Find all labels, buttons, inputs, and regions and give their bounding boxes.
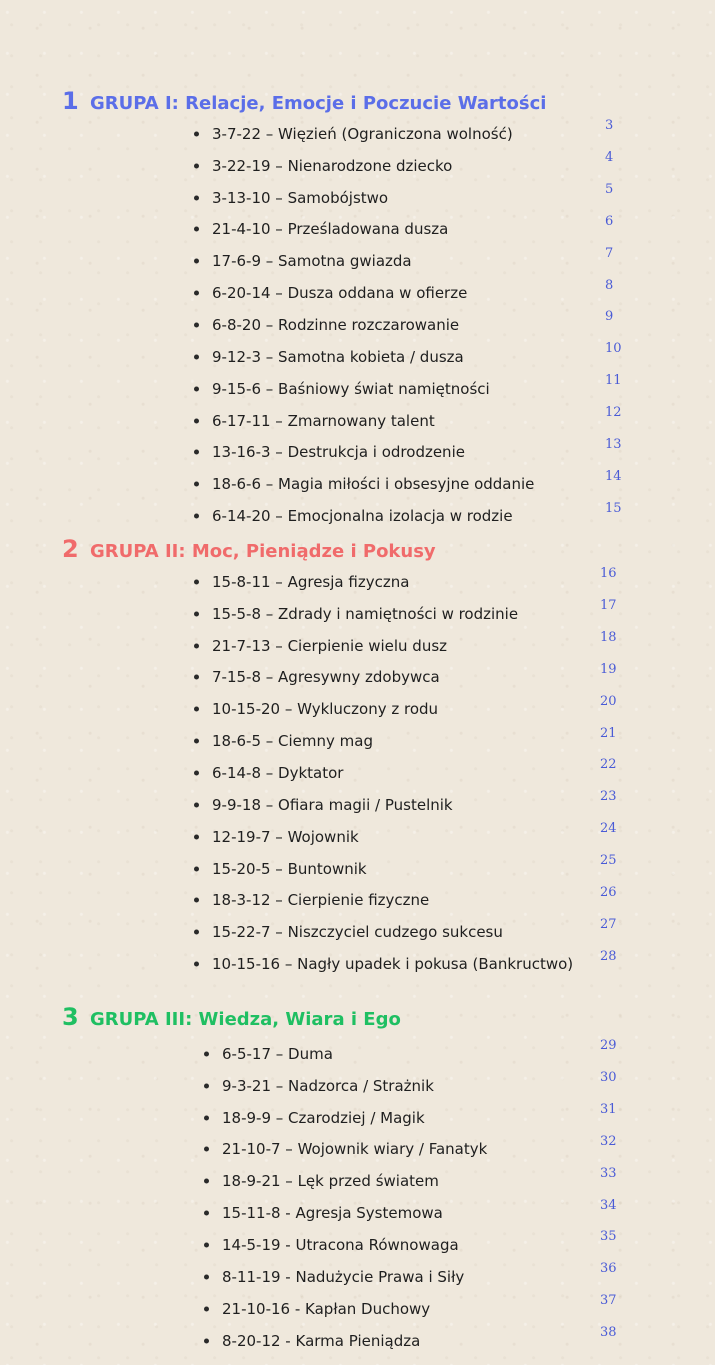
toc-entry[interactable] (212, 948, 617, 980)
toc-entry[interactable] (212, 725, 617, 757)
page-number: 33 (600, 1165, 617, 1181)
toc-entry[interactable] (222, 1070, 617, 1102)
entry-title: 6-17-11 – Zmarnowany talent (212, 411, 435, 430)
bullet-icon (194, 386, 199, 391)
toc-entry[interactable] (212, 821, 617, 853)
page-number: 19 (600, 661, 617, 677)
bullet-icon (204, 1338, 209, 1343)
entry-title: 21-4-10 – Prześladowana dusza (212, 220, 449, 239)
entry-title: 21-10-16 - Kapłan Duchowy (222, 1299, 431, 1318)
bullet-icon (204, 1147, 209, 1152)
bullet-icon (194, 514, 199, 519)
entry-title: 6-20-14 – Dusza oddana w ofierze (212, 284, 468, 303)
group-title: GRUPA I: Relacje, Emocje i Poczucie Wartości (90, 93, 547, 114)
toc-entry[interactable] (212, 916, 617, 948)
bullet-icon (194, 930, 199, 935)
toc-entry[interactable] (212, 150, 614, 182)
page-number: 32 (600, 1133, 617, 1149)
group-title: GRUPA II: Moc, Pieniądze i Pokusy (90, 541, 436, 562)
page-number: 20 (600, 693, 617, 709)
entry-title: 10-15-16 – Nagły upadek i pokusa (Bankructwo) (212, 955, 574, 974)
bullet-icon (194, 579, 199, 584)
toc-entry[interactable] (222, 1197, 617, 1229)
bullet-icon (194, 770, 199, 775)
page-number: 37 (600, 1293, 617, 1309)
toc-entry[interactable] (212, 468, 622, 500)
group-1-header (62, 87, 546, 115)
page-number: 10 (605, 341, 622, 357)
group-3-list (222, 1038, 617, 1356)
bullet-icon (194, 163, 199, 168)
entry-title: 8-20-12 - Karma Pieniądza (222, 1331, 421, 1350)
toc-entry[interactable] (212, 789, 617, 821)
bullet-icon (194, 802, 199, 807)
bullet-icon (194, 291, 199, 296)
bullet-icon (194, 450, 199, 455)
page-number: 35 (600, 1229, 617, 1245)
entry-title: 3-13-10 – Samobójstwo (212, 188, 389, 207)
entry-title: 3-7-22 – Więzień (Ograniczona wolność) (212, 124, 513, 143)
bullet-icon (194, 611, 199, 616)
toc-entry[interactable] (212, 757, 617, 789)
page-number: 16 (600, 566, 617, 582)
entry-title: 6-14-20 – Emocjonalna izolacja w rodzie (212, 507, 513, 526)
page-number: 5 (605, 182, 614, 198)
toc-entry[interactable] (212, 853, 617, 885)
toc-entry[interactable] (212, 118, 614, 150)
toc-entry[interactable] (222, 1261, 617, 1293)
page-number: 12 (605, 405, 622, 421)
entry-title: 18-9-9 – Czarodziej / Magik (222, 1108, 425, 1127)
group-2-list (212, 566, 617, 980)
entry-title: 13-16-3 – Destrukcja i odrodzenie (212, 443, 465, 462)
entry-title: 15-5-8 – Zdrady i namiętności w rodzinie (212, 604, 519, 623)
entry-title: 15-11-8 - Agresja Systemowa (222, 1204, 443, 1223)
bullet-icon (194, 643, 199, 648)
page-number: 24 (600, 821, 617, 837)
toc-entry[interactable] (212, 500, 622, 532)
toc-entry[interactable] (222, 1293, 617, 1325)
entry-title: 14-5-19 - Utracona Równowaga (222, 1235, 459, 1254)
bullet-icon (204, 1083, 209, 1088)
toc-entry[interactable] (212, 341, 622, 373)
bullet-icon (204, 1051, 209, 1056)
page-number: 26 (600, 884, 617, 900)
bullet-icon (204, 1242, 209, 1247)
page-number: 25 (600, 853, 617, 869)
page-number: 7 (605, 245, 614, 261)
page-number: 17 (600, 598, 617, 614)
page-number: 23 (600, 789, 617, 805)
toc-entry[interactable] (222, 1133, 617, 1166)
toc-entry[interactable] (222, 1102, 617, 1134)
bullet-icon (204, 1179, 209, 1184)
group-number: 3 (62, 1003, 79, 1031)
entry-title: 9-9-18 – Ofiara magii / Pustelnik (212, 795, 453, 814)
bullet-icon (194, 675, 199, 680)
group-2-header (62, 535, 436, 563)
bullet-icon (204, 1306, 209, 1311)
entry-title: 6-14-8 – Dyktator (212, 763, 344, 782)
entry-title: 21-10-7 – Wojownik wiary / Fanatyk (222, 1140, 488, 1159)
page-number: 31 (600, 1102, 617, 1118)
entry-title: 3-22-19 – Nienarodzone dziecko (212, 156, 453, 175)
bullet-icon (194, 195, 199, 200)
entry-title: 12-19-7 – Wojownik (212, 827, 359, 846)
entry-title: 7-15-8 – Agresywny zdobywca (212, 668, 440, 687)
page-number: 36 (600, 1261, 617, 1277)
bullet-icon (194, 866, 199, 871)
toc-entry[interactable] (222, 1325, 617, 1357)
page-number: 29 (600, 1038, 617, 1054)
bullet-icon (194, 707, 199, 712)
page-number: 15 (605, 500, 622, 516)
entry-title: 18-6-5 – Ciemny mag (212, 732, 373, 751)
bullet-icon (194, 739, 199, 744)
toc-entry[interactable] (212, 630, 617, 662)
toc-entry[interactable] (212, 245, 614, 277)
toc-entry[interactable] (212, 566, 617, 598)
bullet-icon (194, 962, 199, 967)
page-number: 3 (605, 118, 614, 134)
bullet-icon (204, 1211, 209, 1216)
page-number: 4 (605, 150, 614, 166)
toc-entry[interactable] (222, 1229, 617, 1261)
page-number: 11 (605, 373, 622, 389)
toc-entry[interactable] (212, 309, 614, 341)
group-number: 2 (62, 535, 79, 563)
entry-title: 8-11-19 - Nadużycie Prawa i Siły (222, 1267, 465, 1286)
page-number: 14 (605, 468, 622, 484)
entry-title: 6-5-17 – Duma (222, 1044, 333, 1063)
group-3-header (62, 1003, 401, 1031)
page-number: 22 (600, 757, 617, 773)
bullet-icon (194, 354, 199, 359)
bullet-icon (194, 898, 199, 903)
entry-title: 21-7-13 – Cierpienie wielu dusz (212, 636, 448, 655)
page-number: 28 (600, 948, 617, 964)
toc-entry[interactable] (222, 1165, 617, 1197)
group-title: GRUPA III: Wiedza, Wiara i Ego (90, 1009, 401, 1030)
toc-entry[interactable] (212, 373, 622, 405)
page-number: 8 (605, 277, 614, 293)
entry-title: 9-15-6 – Baśniowy świat namiętności (212, 379, 490, 398)
toc-entry[interactable] (212, 277, 614, 309)
bullet-icon (194, 418, 199, 423)
entry-title: 15-8-11 – Agresja fizyczna (212, 572, 410, 591)
page-number: 6 (605, 213, 614, 229)
page-number: 9 (605, 309, 614, 325)
entry-title: 18-3-12 – Cierpienie fizyczne (212, 891, 430, 910)
page-number: 27 (600, 916, 617, 932)
bullet-icon (194, 259, 199, 264)
entry-title: 10-15-20 – Wykluczony z rodu (212, 700, 439, 719)
page-number: 34 (600, 1197, 617, 1213)
page-number: 21 (600, 725, 617, 741)
page-number: 38 (600, 1325, 617, 1341)
toc-entry[interactable] (212, 436, 622, 468)
bullet-icon (194, 482, 199, 487)
toc-entry[interactable] (212, 661, 617, 694)
toc-entry[interactable] (212, 182, 614, 214)
bullet-icon (194, 834, 199, 839)
entry-title: 17-6-9 – Samotna gwiazda (212, 252, 412, 271)
entry-title: 18-6-6 – Magia miłości i obsesyjne oddanie (212, 475, 535, 494)
group-number: 1 (62, 87, 79, 115)
bullet-icon (194, 322, 199, 327)
page-number: 13 (605, 436, 622, 452)
toc-entry[interactable] (222, 1038, 617, 1070)
bullet-icon (204, 1115, 209, 1120)
entry-title: 9-12-3 – Samotna kobieta / dusza (212, 347, 464, 366)
page-number: 30 (600, 1070, 617, 1086)
toc-entry[interactable] (212, 405, 622, 437)
entry-title: 9-3-21 – Nadzorca / Strażnik (222, 1076, 434, 1095)
entry-title: 6-8-20 – Rodzinne rozczarowanie (212, 315, 460, 334)
page-number: 18 (600, 630, 617, 646)
entry-title: 18-9-21 – Lęk przed światem (222, 1172, 439, 1191)
entry-title: 15-20-5 – Buntownik (212, 859, 367, 878)
toc-entry[interactable] (212, 213, 614, 246)
toc-entry[interactable] (212, 598, 617, 630)
bullet-icon (204, 1274, 209, 1279)
toc-entry[interactable] (212, 884, 617, 916)
toc-entry[interactable] (212, 693, 617, 725)
bullet-icon (194, 131, 199, 136)
group-1-list (212, 118, 622, 532)
entry-title: 15-22-7 – Niszczyciel cudzego sukcesu (212, 923, 503, 942)
bullet-icon (194, 227, 199, 232)
